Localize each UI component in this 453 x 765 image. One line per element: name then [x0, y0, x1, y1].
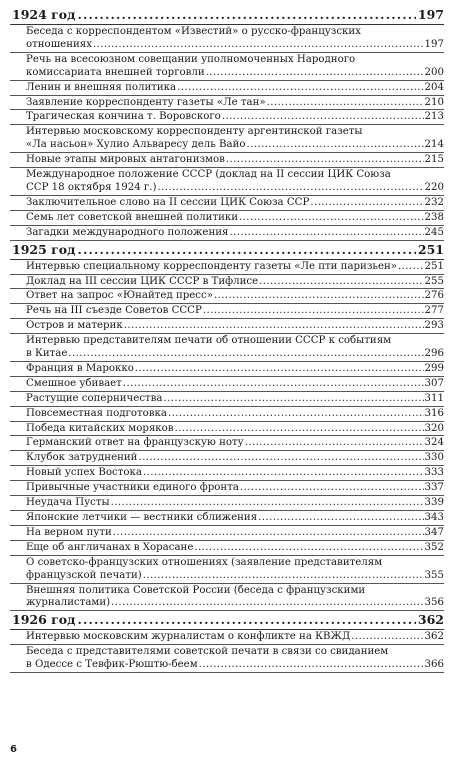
entry-page: 352 — [424, 541, 444, 553]
entry-last-line — [26, 97, 444, 110]
entry-title-line: Беседа с корреспондентом «Известий» о русско-французских — [26, 26, 361, 37]
toc-entry[interactable] — [10, 153, 444, 168]
entry-title-line: Речь на всесоюзном совещании уполномоченных Народного — [26, 53, 356, 65]
leader-dots — [143, 467, 424, 480]
entry-title-line: Ответ на запрос «Юнайтед пресс» — [26, 290, 213, 302]
toc-entry[interactable] — [10, 496, 444, 511]
entry-last-line — [26, 497, 444, 510]
entry-title-line: На верном пути — [26, 526, 112, 538]
entry-page: 337 — [424, 482, 444, 494]
entry-page: 355 — [424, 569, 444, 581]
leader-dots — [123, 378, 424, 391]
entry-last-line — [26, 452, 444, 465]
entry-title-line: Беседа с представителями советской печати в связи со свиданием — [26, 646, 389, 658]
entry-last-line — [26, 631, 444, 644]
entry-title-line: Интервью представителям печати об отношении СССР к событиям — [26, 335, 392, 347]
toc-entry[interactable] — [10, 436, 444, 451]
entry-title-line: Интервью московским журналистам о конфликте на КВЖД — [26, 631, 351, 643]
entry-page: 200 — [424, 66, 444, 78]
entry-last-line — [26, 82, 444, 95]
toc-entry[interactable] — [10, 377, 444, 392]
entry-page: 210 — [424, 96, 444, 108]
year-label: 1924 год — [12, 7, 76, 22]
year-heading — [10, 241, 444, 260]
leader-dots — [157, 182, 423, 195]
entry-title-line: Заключительное слово на II сессии ЦИК Союза ССР — [26, 196, 310, 208]
entry-page: 213 — [424, 111, 444, 123]
entry-last-line — [26, 139, 444, 152]
leader-dots — [226, 154, 424, 167]
leader-dots — [259, 276, 423, 289]
leader-dots — [124, 320, 424, 333]
entry-title-line: Смешное убивает — [26, 377, 122, 389]
entry-page: 215 — [424, 154, 444, 166]
year-label: 1926 год — [12, 612, 76, 628]
entry-title-line: Заявление корреспонденту газеты «Ле тан» — [26, 96, 266, 108]
entry-last-line — [26, 437, 444, 450]
entry-page: 330 — [424, 452, 444, 464]
entry-title-line: французской печати) — [26, 569, 142, 581]
toc-entry[interactable] — [10, 556, 444, 584]
toc-entry[interactable] — [10, 226, 444, 241]
leader-dots — [229, 227, 423, 240]
leader-dots — [68, 348, 423, 361]
year-page: 251 — [417, 241, 444, 257]
toc-entry[interactable] — [10, 81, 444, 96]
entry-last-line — [26, 111, 444, 124]
entry-title-line: журналистами) — [26, 597, 111, 609]
toc-entry[interactable] — [10, 196, 444, 211]
entry-page: 293 — [424, 320, 444, 332]
toc-entry[interactable] — [10, 96, 444, 111]
entry-title-line: Неудача Пусты — [26, 497, 110, 509]
entry-page: 316 — [424, 407, 444, 419]
entry-page: 339 — [424, 497, 444, 509]
entry-page: 362 — [424, 631, 444, 643]
entry-title-line: Повсеместная подготовка — [26, 407, 167, 419]
entry-title-line: Еще об англичанах в Хорасане — [26, 541, 194, 553]
leader-dots — [245, 437, 424, 450]
leader-dots — [177, 82, 423, 95]
entry-page: 238 — [424, 211, 444, 223]
entry-title-line: Растущие соперничества — [26, 392, 163, 404]
toc-entry[interactable] — [10, 584, 444, 612]
leader-dots — [77, 241, 415, 258]
page-number: 6 — [10, 744, 17, 755]
entry-title-line: Японские летчики — вестники сближения — [26, 512, 258, 523]
toc-entry[interactable] — [10, 304, 444, 319]
entry-page: 320 — [424, 422, 444, 434]
entry-title-line: Новый успех Востока — [26, 467, 142, 479]
leader-dots — [168, 408, 424, 421]
leader-dots — [138, 452, 423, 465]
toc-entry[interactable] — [10, 422, 444, 437]
entry-last-line — [26, 527, 444, 540]
leader-dots — [194, 542, 423, 555]
entry-last-line — [26, 276, 444, 289]
leader-dots — [111, 497, 424, 510]
leader-dots — [77, 611, 415, 628]
leader-dots — [175, 423, 424, 436]
entry-title-line: Трагическая кончина т. Воровского — [26, 111, 221, 123]
entry-page: 255 — [424, 275, 444, 287]
toc-entry[interactable] — [10, 260, 444, 275]
entry-title-line: О советско-французских отношениях (заявление представителям — [26, 556, 383, 568]
toc-entry[interactable] — [10, 481, 444, 496]
toc-entry[interactable] — [10, 511, 444, 526]
entry-title-line: «Ла насьон» Хулио Альваресу дель Вайо — [26, 139, 246, 151]
entry-last-line — [26, 197, 444, 210]
entry-title-line: Клубок затруднений — [26, 452, 138, 464]
entry-title-line: Внешняя политика Советской России (беседа с французскими — [26, 584, 366, 596]
entry-title-line: Новые этапы мировых антагонизмов — [26, 154, 225, 166]
toc-entry[interactable] — [10, 110, 444, 125]
leader-dots — [267, 97, 424, 110]
entry-title-line: Ленин и внешняя политика — [26, 81, 177, 93]
year-heading — [10, 611, 444, 630]
entry-last-line — [26, 305, 444, 318]
entry-title-line: Интервью московскому корреспонденту аргентинской газеты — [26, 126, 363, 138]
leader-dots — [214, 290, 424, 303]
table-of-contents — [10, 6, 444, 673]
leader-dots — [222, 111, 424, 124]
entry-last-line — [26, 261, 444, 274]
toc-entry[interactable] — [10, 53, 444, 81]
entry-last-line — [26, 423, 444, 436]
leader-dots — [93, 39, 424, 52]
entry-title-line: Привычные участники единого фронта — [26, 482, 239, 494]
toc-entry[interactable] — [10, 275, 444, 290]
entry-last-line — [26, 182, 444, 195]
toc-entry[interactable] — [10, 451, 444, 466]
entry-last-line — [26, 67, 444, 80]
leader-dots — [398, 261, 424, 274]
toc-entry[interactable] — [10, 125, 444, 153]
entry-title-line: Доклад на III сессии ЦИК СССР в Тифлисе — [26, 275, 259, 287]
entry-last-line — [26, 570, 444, 583]
entry-page: 197 — [424, 38, 444, 50]
entry-title-line: Загадки международного положения — [26, 226, 229, 238]
entry-page: 220 — [424, 181, 444, 193]
year-page: 362 — [417, 612, 444, 628]
year-page: 197 — [417, 7, 444, 22]
leader-dots — [113, 527, 424, 540]
leader-dots — [203, 305, 424, 318]
entry-page: 333 — [424, 467, 444, 479]
toc-entry[interactable] — [10, 25, 444, 53]
entry-title-line: в Одессе с Тевфик-Рюштю-беем — [26, 659, 198, 671]
entry-last-line — [26, 363, 444, 376]
entry-page: 324 — [424, 437, 444, 449]
entry-last-line — [26, 512, 444, 525]
toc-entry[interactable] — [10, 645, 444, 673]
entry-page: 299 — [424, 362, 444, 374]
entry-last-line — [26, 227, 444, 240]
leader-dots — [135, 363, 424, 376]
entry-title-line: в Китае — [26, 348, 68, 360]
entry-title-line: Речь на III съезде Советов СССР — [26, 305, 202, 317]
entry-title-line: Победа китайских моряков — [26, 422, 174, 434]
leader-dots — [351, 631, 423, 644]
entry-last-line — [26, 542, 444, 555]
entry-page: 347 — [424, 526, 444, 538]
entry-last-line — [26, 212, 444, 225]
toc-entry[interactable] — [10, 392, 444, 407]
entry-page: 356 — [424, 597, 444, 609]
entry-page: 232 — [424, 196, 444, 208]
toc-entry[interactable] — [10, 362, 444, 377]
entry-page: 214 — [424, 139, 444, 151]
entry-title-line: Семь лет советской внешней политики — [26, 211, 239, 223]
toc-entry[interactable] — [10, 407, 444, 422]
leader-dots — [258, 512, 423, 525]
toc-entry[interactable] — [10, 334, 444, 362]
leader-dots — [206, 67, 424, 80]
leader-dots — [239, 212, 424, 225]
entry-page: 204 — [424, 81, 444, 93]
entry-last-line — [26, 378, 444, 391]
toc-entry[interactable] — [10, 541, 444, 556]
entry-page: 311 — [424, 392, 444, 404]
entry-title-line: Интервью специальному корреспонденту газеты «Ле пти паризьен» — [26, 260, 398, 272]
entry-last-line — [26, 597, 444, 610]
leader-dots — [247, 139, 424, 152]
entry-page: 343 — [424, 512, 444, 523]
leader-dots — [111, 597, 423, 610]
entry-last-line — [26, 408, 444, 421]
toc-entry[interactable] — [10, 168, 444, 196]
entry-title-line: комиссариата внешней торговли — [26, 66, 205, 78]
entry-page: 277 — [424, 305, 444, 317]
entry-last-line — [26, 39, 444, 52]
toc-entry[interactable] — [10, 319, 444, 334]
leader-dots — [163, 393, 423, 406]
entry-page: 245 — [424, 226, 444, 238]
year-label: 1925 год — [12, 241, 76, 257]
entry-last-line — [26, 659, 444, 672]
entry-title-line: ССР 18 октября 1924 г.) — [26, 181, 157, 193]
entry-last-line — [26, 154, 444, 167]
entry-title-line: Остров и материк — [26, 320, 123, 332]
leader-dots — [310, 197, 423, 210]
entry-last-line — [26, 393, 444, 406]
leader-dots — [240, 482, 424, 495]
toc-entry[interactable] — [10, 526, 444, 541]
entry-page: 276 — [424, 290, 444, 302]
entry-title-line: Германский ответ на французскую ноту — [26, 437, 244, 449]
leader-dots — [143, 570, 424, 583]
entry-page: 366 — [424, 659, 444, 671]
year-heading — [10, 6, 444, 25]
entry-last-line — [26, 467, 444, 480]
entry-last-line — [26, 482, 444, 495]
toc-entry[interactable] — [10, 289, 444, 304]
entry-page: 251 — [424, 260, 444, 272]
toc-entry[interactable] — [10, 211, 444, 226]
entry-last-line — [26, 320, 444, 333]
toc-entry[interactable] — [10, 466, 444, 481]
entry-page: 296 — [424, 348, 444, 360]
entry-last-line — [26, 348, 444, 361]
entry-page: 307 — [424, 377, 444, 389]
toc-entry[interactable] — [10, 630, 444, 645]
entry-title-line: отношениях — [26, 38, 92, 50]
leader-dots — [77, 6, 415, 23]
entry-last-line — [26, 290, 444, 303]
entry-title-line: Франция в Марокко — [26, 362, 134, 374]
entry-title-line: Международное положение СССР (доклад на II сессии ЦИК Союза — [26, 169, 391, 181]
leader-dots — [199, 659, 424, 672]
